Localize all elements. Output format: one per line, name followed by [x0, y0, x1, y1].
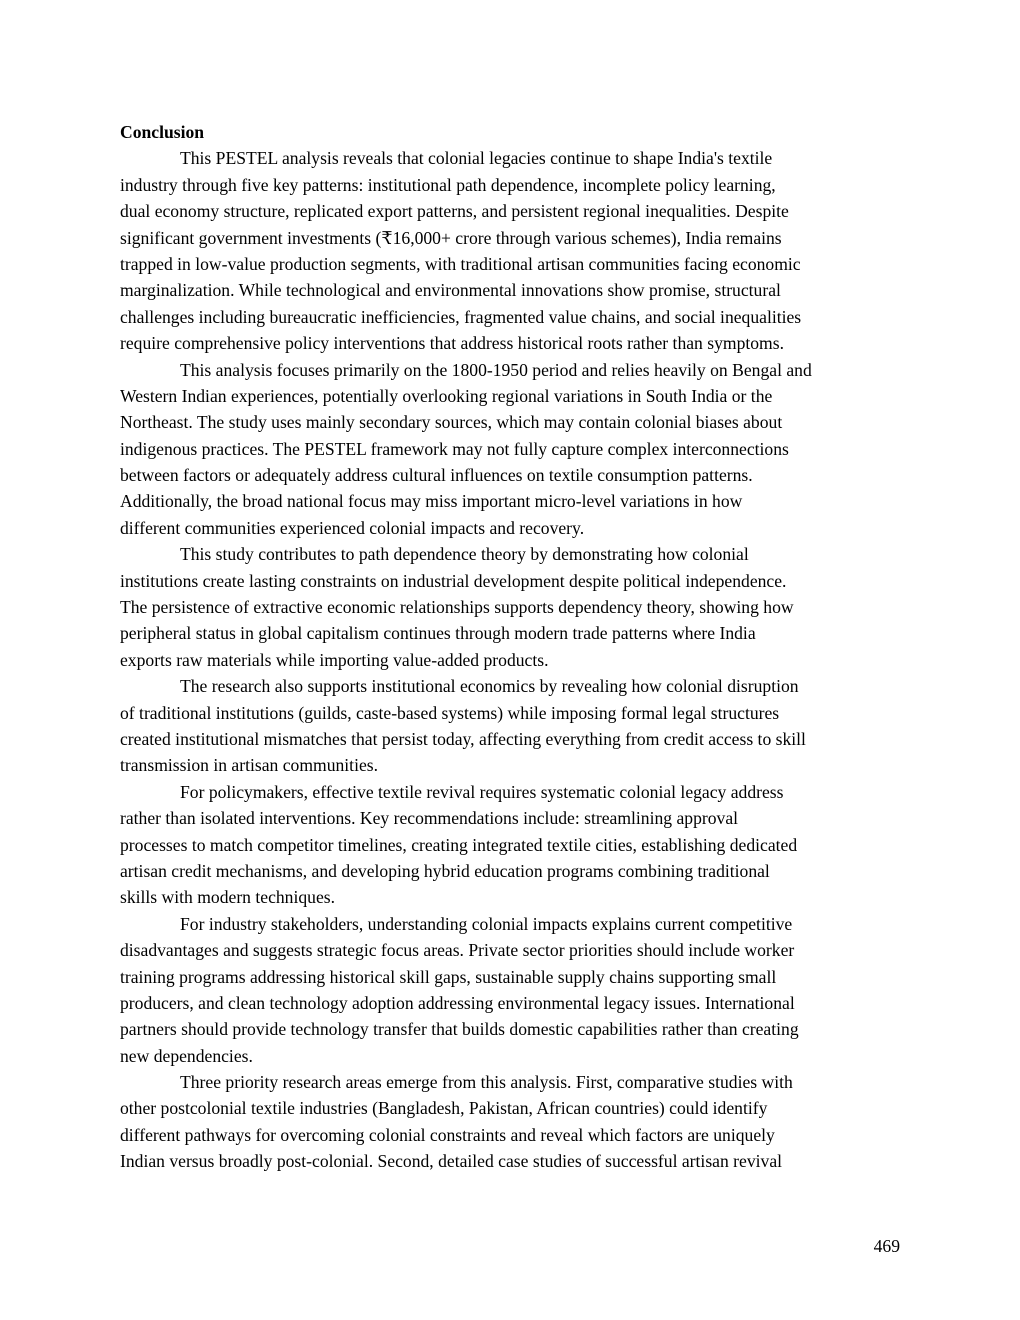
paragraph-summary — [120, 145, 910, 356]
paragraph-industry-stakeholders — [120, 911, 910, 1069]
text-line: significant government investments (₹16,000+ crore through various schemes), India remains — [120, 227, 782, 248]
text-line: different pathways for overcoming colonial constraints and reveal which factors are uniquely — [120, 1124, 775, 1145]
text-line: producers, and clean technology adoption addressing environmental legacy issues. International — [120, 992, 795, 1013]
text-line: Indian versus broadly post-colonial. Second, detailed case studies of successful artisan revival — [120, 1151, 783, 1172]
text-line: This PESTEL analysis reveals that colonial legacies continue to shape India's textile — [180, 148, 773, 169]
paragraph-theory-contribution — [120, 541, 910, 673]
text-line: challenges including bureaucratic inefficiencies, fragmented value chains, and social inequalities — [120, 306, 802, 327]
text-line: exports raw materials while importing value-added products. — [120, 649, 549, 670]
text-line: The research also supports institutional economics by revealing how colonial disruption — [180, 676, 799, 697]
text-line: processes to match competitor timelines, creating integrated textile cities, establishing dedicated — [120, 834, 798, 855]
text-line: industry through five key patterns: institutional path dependence, incomplete policy learning, — [120, 174, 776, 195]
text-line: Additionally, the broad national focus may miss important micro-level variations in how — [120, 491, 743, 512]
paragraph-institutional-economics — [120, 673, 910, 779]
text-line: different communities experienced colonial impacts and recovery. — [120, 517, 585, 538]
text-line: Three priority research areas emerge from this analysis. First, comparative studies with — [180, 1072, 793, 1093]
text-line: marginalization. While technological and environmental innovations show promise, structural — [120, 280, 781, 301]
text-line: require comprehensive policy interventions that address historical roots rather than symptoms. — [120, 333, 784, 354]
page-number: 469 — [873, 1236, 900, 1256]
text-line: For industry stakeholders, understanding colonial impacts explains current competitive — [180, 913, 793, 934]
text-line: indigenous practices. The PESTEL framework may not fully capture complex interconnections — [120, 438, 789, 459]
text-line: skills with modern techniques. — [120, 887, 336, 908]
text-line: of traditional institutions (guilds, caste-based systems) while imposing formal legal structures — [120, 702, 780, 723]
text-line: dual economy structure, replicated export patterns, and persistent regional inequalities. Despite — [120, 201, 789, 222]
text-line: For policymakers, effective textile revival requires systematic colonial legacy address — [180, 781, 784, 802]
text-line: The persistence of extractive economic relationships supports dependency theory, showing how — [120, 597, 794, 618]
text-line: This study contributes to path dependence theory by demonstrating how colonial — [180, 544, 749, 565]
text-line: Northeast. The study uses mainly secondary sources, which may contain colonial biases about — [120, 412, 783, 433]
text-line: training programs addressing historical skill gaps, sustainable supply chains supporting small — [120, 966, 777, 987]
text-line: artisan credit mechanisms, and developing hybrid education programs combining traditional — [120, 860, 770, 881]
text-line: disadvantages and suggests strategic focus areas. Private sector priorities should include worker — [120, 940, 795, 961]
paragraph-future-research — [120, 1069, 910, 1175]
text-line: peripheral status in global capitalism continues through modern trade patterns where India — [120, 623, 756, 644]
paragraph-policymakers — [120, 779, 910, 911]
text-line: Western Indian experiences, potentially overlooking regional variations in South India or the — [120, 385, 773, 406]
paragraph-limitations — [120, 357, 910, 542]
text-line: partners should provide technology transfer that builds domestic capabilities rather than creating — [120, 1019, 799, 1040]
text-line: trapped in low-value production segments, with traditional artisan communities facing economic — [120, 253, 801, 274]
text-line: transmission in artisan communities. — [120, 755, 379, 776]
text-line: created institutional mismatches that persist today, affecting everything from credit access to skill — [120, 728, 806, 749]
section-heading: Conclusion — [120, 122, 205, 142]
text-line: between factors or adequately address cultural influences on textile consumption patterns. — [120, 465, 753, 486]
text-line: rather than isolated interventions. Key recommendations include: streamlining approval — [120, 808, 739, 829]
text-line: This analysis focuses primarily on the 1800-1950 period and relies heavily on Bengal and — [180, 359, 812, 380]
text-line: new dependencies. — [120, 1045, 253, 1066]
text-line: other postcolonial textile industries (Bangladesh, Pakistan, African countries) could identify — [120, 1098, 768, 1119]
page-body — [120, 119, 910, 1175]
text-line: institutions create lasting constraints on industrial development despite political independence. — [120, 570, 787, 591]
